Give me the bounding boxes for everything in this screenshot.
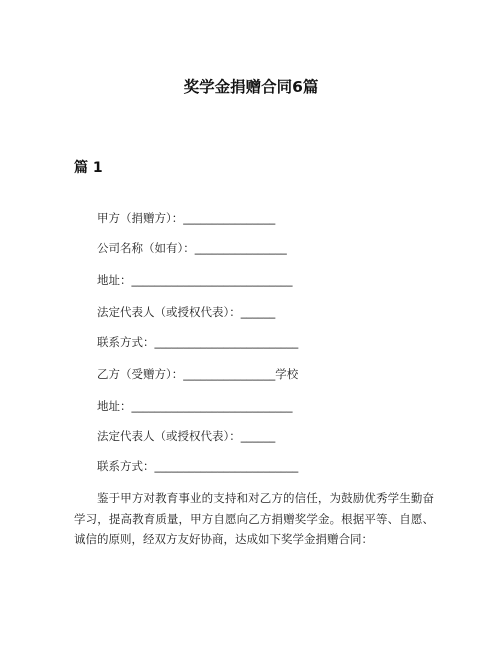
party-a-address-field: 地址：____________________________ bbox=[97, 273, 293, 287]
party-b-address-field: 地址：____________________________ bbox=[97, 399, 293, 413]
party-b-legal-rep-field: 法定代表人（或授权代表）：______ bbox=[97, 429, 276, 443]
party-a-field: 甲方（捐赠方）：________________ bbox=[97, 211, 276, 225]
document-title: 奖学金捐赠合同6篇 bbox=[183, 78, 319, 96]
company-name-field: 公司名称（如有）：________________ bbox=[97, 241, 287, 255]
party-a-legal-rep-field: 法定代表人（或授权代表）：______ bbox=[97, 305, 276, 319]
party-a-contact-field: 联系方式：_________________________ bbox=[97, 335, 299, 349]
section-heading: 篇 1 bbox=[74, 160, 103, 176]
party-b-contact-field: 联系方式：_________________________ bbox=[97, 459, 299, 473]
party-b-field: 乙方（受赠方）：________________学校 bbox=[97, 367, 299, 381]
intro-paragraph: 鉴于甲方对教育事业的支持和对乙方的信任，为鼓励优秀学生勤奋学习，提高教育质量，甲方自愿向乙方捐赠奖学金。根据平等、自愿、诚信的原则，经双方友好协商，达成如下奖学金捐赠合同： bbox=[74, 491, 434, 546]
